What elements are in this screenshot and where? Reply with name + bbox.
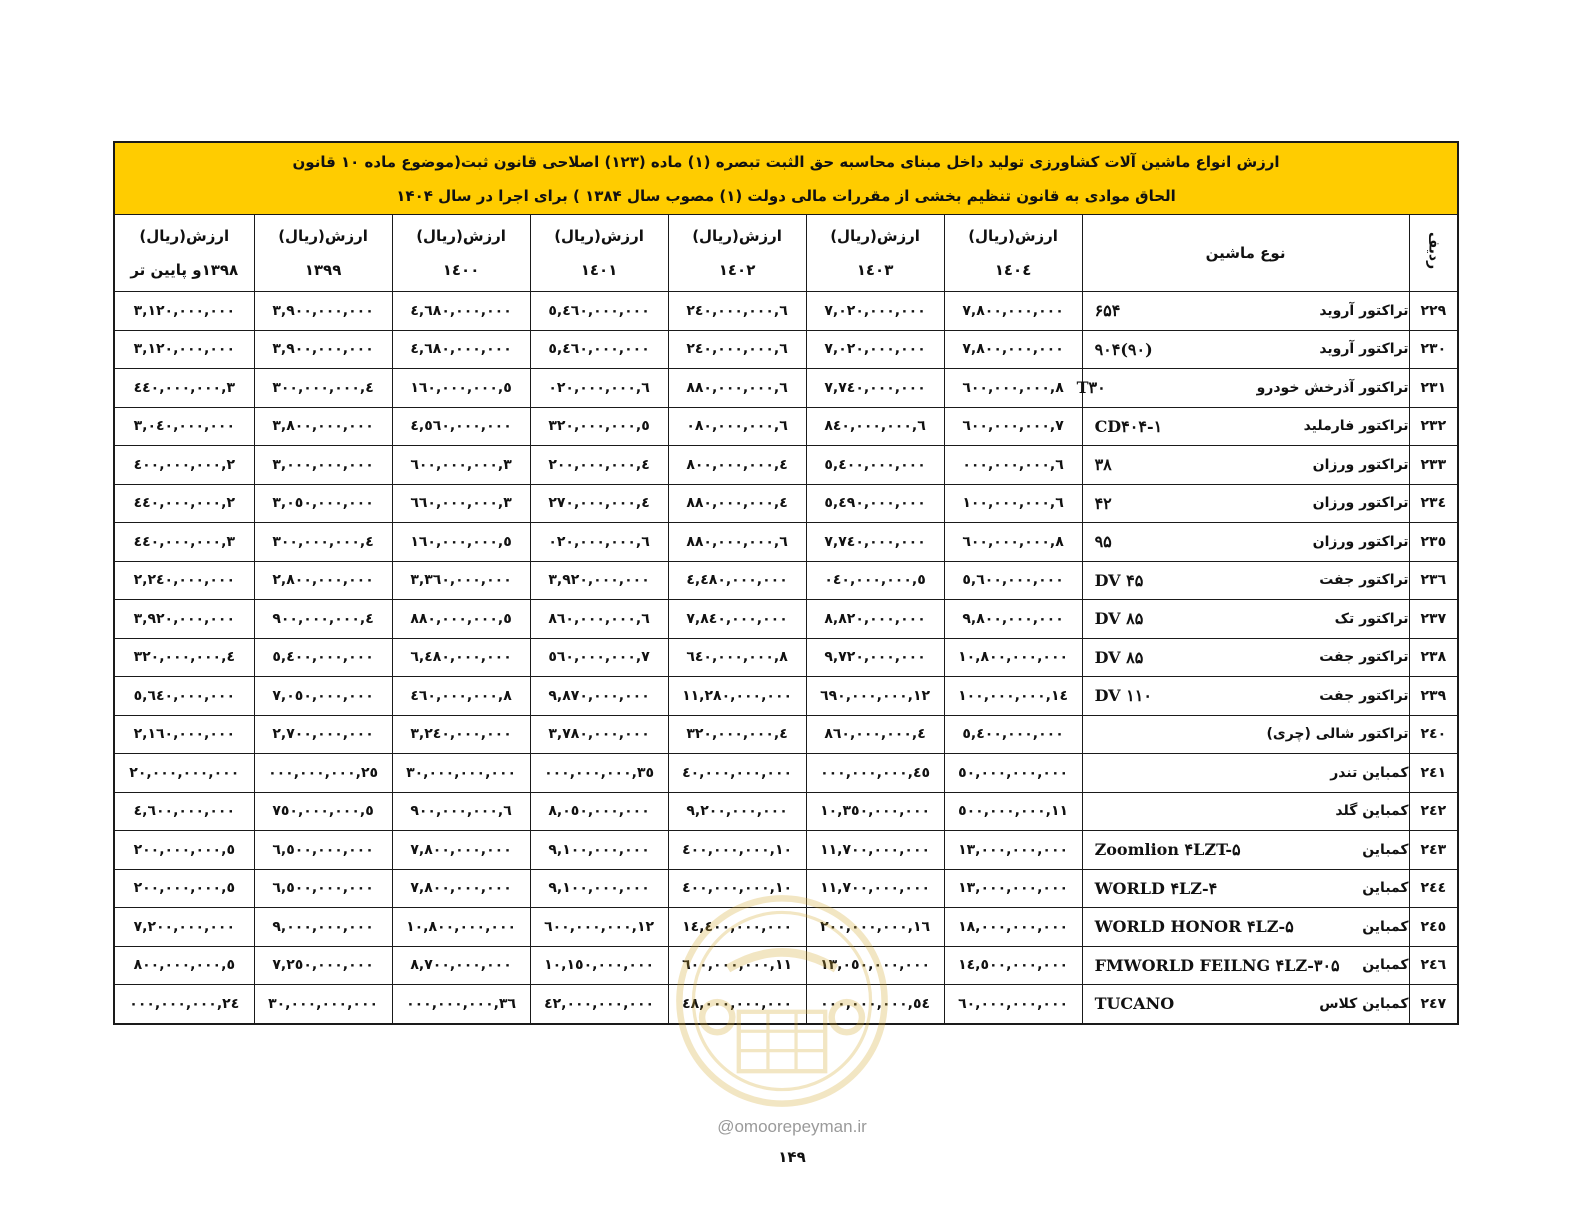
value-cell: ۹,۱۰۰,۰۰۰,۰۰۰ (530, 869, 668, 908)
value-cell: ٤,۹۰۰,۰۰۰,۰۰۰ (254, 600, 392, 639)
value-cell: ٦,۲٤۰,۰۰۰,۰۰۰ (668, 292, 806, 331)
machine-model: FMWORLD FEILNG ۴LZ-۳۰۵ (1094, 955, 1340, 975)
header-year: ۱٤۰۱ (580, 261, 618, 279)
value-cell: ۲,۷۰۰,۰۰۰,۰۰۰ (254, 715, 392, 754)
machine-name-wrap (1083, 494, 1409, 513)
value-cell: ۱٦,۲۰۰,۰۰۰,۰۰۰ (806, 908, 944, 947)
value-cell: ٥,٤۰۰,۰۰۰,۰۰۰ (254, 638, 392, 677)
value-cell: ۷,۰۲۰,۰۰۰,۰۰۰ (806, 292, 944, 331)
machine-name-wrap (1083, 803, 1409, 819)
machine-type: تراکتور فارملید (1303, 418, 1409, 435)
value-cell: ۱۰,۸۰۰,۰۰۰,۰۰۰ (944, 638, 1082, 677)
table-row (114, 985, 1458, 1024)
value-cell: ٥٤,۰۰۰,۰۰۰,۰۰۰ (806, 985, 944, 1024)
row-number: ۲٤۱ (1409, 754, 1458, 793)
machine-type: کمباین (1362, 957, 1409, 974)
value-cell: ۳,۰۰۰,۰۰۰,۰۰۰ (254, 446, 392, 485)
value-cell: ۱۱,۲۸۰,۰۰۰,۰۰۰ (668, 677, 806, 716)
machine-name-cell (1082, 677, 1409, 716)
table-row (114, 330, 1458, 369)
value-cell: ٦,۸٤۰,۰۰۰,۰۰۰ (806, 407, 944, 446)
value-cell: ۸,٦۰۰,۰۰۰,۰۰۰ (944, 369, 1082, 408)
value-cell: ٤۲,۰۰۰,۰۰۰,۰۰۰ (530, 985, 668, 1024)
machine-name-cell (1082, 484, 1409, 523)
value-cell: ۳,۰٤۰,۰۰۰,۰۰۰ (114, 407, 254, 446)
table-row (114, 523, 1458, 562)
machine-type: تراکتور جفت (1319, 649, 1409, 666)
header-machine-type: نوع ماشین (1082, 215, 1409, 292)
value-cell: ۷,۸۰۰,۰۰۰,۰۰۰ (392, 831, 530, 870)
value-cell: ٤,٦۸۰,۰۰۰,۰۰۰ (392, 292, 530, 331)
machine-type: کمباین تندر (1330, 764, 1409, 781)
machine-name-cell (1082, 715, 1409, 754)
watermark-site-text: @omoorepeyman.ir (717, 1117, 867, 1136)
table-row (114, 484, 1458, 523)
value-cell: ۹,۲۰۰,۰۰۰,۰۰۰ (668, 792, 806, 831)
value-cell: ٤,٤۸۰,۰۰۰,۰۰۰ (668, 561, 806, 600)
value-cell: ٦,۸۸۰,۰۰۰,۰۰۰ (668, 523, 806, 562)
value-cell: ٥,۳۲۰,۰۰۰,۰۰۰ (530, 407, 668, 446)
row-number: ۲۳۹ (1409, 677, 1458, 716)
value-cell: ٥,٤۹۰,۰۰۰,۰۰۰ (806, 484, 944, 523)
machine-name-cell (1082, 561, 1409, 600)
value-cell: ٤,۳۰۰,۰۰۰,۰۰۰ (254, 523, 392, 562)
machine-name-wrap (1083, 571, 1409, 590)
table-row (114, 831, 1458, 870)
table-row (114, 561, 1458, 600)
row-number: ۲۳۸ (1409, 638, 1458, 677)
value-cell: ٥,٦٤۰,۰۰۰,۰۰۰ (114, 677, 254, 716)
value-cell: ۳۰,۰۰۰,۰۰۰,۰۰۰ (254, 985, 392, 1024)
value-cell: ۸,۰٥۰,۰۰۰,۰۰۰ (530, 792, 668, 831)
value-cell: ٤۰,۰۰۰,۰۰۰,۰۰۰ (668, 754, 806, 793)
header-rownum (1409, 215, 1458, 292)
machine-model: ۹۰۴(۹۰) (1094, 339, 1153, 359)
value-cell: ٥,۰٤۰,۰۰۰,۰۰۰ (806, 561, 944, 600)
value-cell: ۸,۷۰۰,۰۰۰,۰۰۰ (392, 946, 530, 985)
header-row (114, 215, 1458, 292)
header-value-1403 (806, 215, 944, 292)
value-cell: ٤,۳۲۰,۰۰۰,۰۰۰ (114, 638, 254, 677)
machine-type: تراکتور جفت (1319, 572, 1409, 589)
header-year: ۱٤۰۰ (442, 261, 480, 279)
value-cell: ۷,۸۰۰,۰۰۰,۰۰۰ (944, 292, 1082, 331)
row-number: ۲۳٤ (1409, 484, 1458, 523)
table-row (114, 754, 1458, 793)
value-cell: ٦۰,۰۰۰,۰۰۰,۰۰۰ (944, 985, 1082, 1024)
value-cell: ٥,۷٥۰,۰۰۰,۰۰۰ (254, 792, 392, 831)
machine-type: کمباین (1362, 918, 1409, 935)
value-cell: ۲,۱٦۰,۰۰۰,۰۰۰ (114, 715, 254, 754)
value-cell: ۷,۸۰۰,۰۰۰,۰۰۰ (392, 869, 530, 908)
machine-name-cell (1082, 330, 1409, 369)
machine-model: Zoomlion ۴LZT-۵ (1094, 840, 1241, 860)
machine-name-cell (1082, 869, 1409, 908)
machine-model: DV ۴۵ (1094, 570, 1144, 590)
header-value-label: ارزش(ریال) (554, 227, 644, 245)
value-cell: ۹,۰۰۰,۰۰۰,۰۰۰ (254, 908, 392, 947)
table-row (114, 446, 1458, 485)
value-cell: ٦,٤۸۰,۰۰۰,۰۰۰ (392, 638, 530, 677)
header-year: ۱٤۰٤ (994, 261, 1032, 279)
machine-model: ۴۲ (1094, 493, 1112, 513)
machine-name-wrap (1083, 532, 1409, 551)
machine-type: تراکتور آروید (1319, 302, 1409, 319)
value-cell: ۱۱,٥۰۰,۰۰۰,۰۰۰ (944, 792, 1082, 831)
machine-name-wrap (1083, 301, 1409, 320)
value-cell: ٥,۸۸۰,۰۰۰,۰۰۰ (392, 600, 530, 639)
value-cell: ٦,۰۲۰,۰۰۰,۰۰۰ (530, 369, 668, 408)
value-cell: ۲,٤۰۰,۰۰۰,۰۰۰ (114, 446, 254, 485)
value-cell: ۱۰,۳٥۰,۰۰۰,۰۰۰ (806, 792, 944, 831)
value-cell: ٥,۲۰۰,۰۰۰,۰۰۰ (114, 869, 254, 908)
title-line-2: الحاق موادی به قانون تنظیم بخشی از مقررات مالی دولت (۱) مصوب سال ۱۳۸۴ ) برای اجرا در سال ۱۴۰۴ (396, 186, 1176, 205)
header-value-1399 (254, 215, 392, 292)
header-value-1400 (392, 215, 530, 292)
value-cell: ۷,٥٦۰,۰۰۰,۰۰۰ (530, 638, 668, 677)
machine-name-cell (1082, 754, 1409, 793)
table-row (114, 677, 1458, 716)
machine-type: تراکتور جفت (1319, 687, 1409, 704)
machine-name-cell (1082, 523, 1409, 562)
value-cell: ٦,۱۰۰,۰۰۰,۰۰۰ (944, 484, 1082, 523)
header-rownum-label: ردیف (1425, 232, 1442, 270)
value-cell: ٤,٦۰۰,۰۰۰,۰۰۰ (114, 792, 254, 831)
value-cell: ٤,۸٦۰,۰۰۰,۰۰۰ (806, 715, 944, 754)
machine-name-wrap (1083, 917, 1409, 936)
value-cell: ۳,۲٤۰,۰۰۰,۰۰۰ (392, 715, 530, 754)
table-row (114, 908, 1458, 947)
value-cell: ۱٤,۱۰۰,۰۰۰,۰۰۰ (944, 677, 1082, 716)
machine-name-wrap (1076, 378, 1409, 398)
value-cell: ٤۸,۰۰۰,۰۰۰,۰۰۰ (668, 985, 806, 1024)
value-cell: ۷,۷٤۰,۰۰۰,۰۰۰ (806, 369, 944, 408)
machine-model: ۹۵ (1094, 532, 1112, 552)
row-number: ۲۳۱ (1409, 369, 1458, 408)
value-cell: ۹,۷۲۰,۰۰۰,۰۰۰ (806, 638, 944, 677)
table-row (114, 638, 1458, 677)
row-number: ۲٤۷ (1409, 985, 1458, 1024)
machinery-value-table (113, 141, 1459, 1025)
machine-type: تراکتور ورزان (1312, 533, 1409, 550)
table-row (114, 600, 1458, 639)
value-cell: ٥,۲۰۰,۰۰۰,۰۰۰ (114, 831, 254, 870)
machine-model: WORLD HONOR ۴LZ-۵ (1094, 917, 1294, 937)
value-cell: ٥,۱٦۰,۰۰۰,۰۰۰ (392, 369, 530, 408)
header-year: ۱٤۰۲ (718, 261, 756, 279)
value-cell: ۲۰,۰۰۰,۰۰۰,۰۰۰ (114, 754, 254, 793)
value-cell: ۲,٤٤۰,۰۰۰,۰۰۰ (114, 484, 254, 523)
machine-name-cell (1082, 792, 1409, 831)
value-cell: ۳,٤٤۰,۰۰۰,۰۰۰ (114, 523, 254, 562)
machine-name-cell (1082, 600, 1409, 639)
value-cell: ۳,۹۰۰,۰۰۰,۰۰۰ (254, 330, 392, 369)
machine-model: ۶۵۴ (1094, 301, 1121, 321)
value-cell: ٥,٤۰۰,۰۰۰,۰۰۰ (806, 446, 944, 485)
value-cell: ۸,٦۰۰,۰۰۰,۰۰۰ (944, 523, 1082, 562)
value-cell: ٤,۸۸۰,۰۰۰,۰۰۰ (668, 484, 806, 523)
machine-name-wrap (1083, 994, 1409, 1013)
row-number: ۲۳٥ (1409, 523, 1458, 562)
row-number: ۲۲۹ (1409, 292, 1458, 331)
value-cell: ۱۳,۰٥۰,۰۰۰,۰۰۰ (806, 946, 944, 985)
value-cell: ۹,۸۷۰,۰۰۰,۰۰۰ (530, 677, 668, 716)
machine-name-wrap (1083, 686, 1409, 705)
value-cell: ٤,٥٦۰,۰۰۰,۰۰۰ (392, 407, 530, 446)
value-cell: ٦,٥۰۰,۰۰۰,۰۰۰ (254, 869, 392, 908)
value-cell: ٤,۲۰۰,۰۰۰,۰۰۰ (530, 446, 668, 485)
value-cell: ٤,۲۷۰,۰۰۰,۰۰۰ (530, 484, 668, 523)
row-number: ۲۳٦ (1409, 561, 1458, 600)
row-number: ۲٤٦ (1409, 946, 1458, 985)
machine-type: کمباین (1362, 841, 1409, 858)
machine-type: تراکتور آذرخش خودرو (1256, 379, 1409, 396)
machine-name-cell (1082, 292, 1409, 331)
value-cell: ٥,٤٦۰,۰۰۰,۰۰۰ (530, 330, 668, 369)
machine-name-wrap (1083, 455, 1409, 474)
machine-type: تراکتور ورزان (1312, 495, 1409, 512)
value-cell: ٦,٥۰۰,۰۰۰,۰۰۰ (254, 831, 392, 870)
machine-name-wrap (1083, 417, 1409, 436)
value-cell: ٦,۲٤۰,۰۰۰,۰۰۰ (668, 330, 806, 369)
value-cell: ۳,٦٦۰,۰۰۰,۰۰۰ (392, 484, 530, 523)
value-cell: ۳,۱۲۰,۰۰۰,۰۰۰ (114, 330, 254, 369)
header-value-1404 (944, 215, 1082, 292)
row-number: ۲۳۰ (1409, 330, 1458, 369)
value-cell: ۱۰,٤۰۰,۰۰۰,۰۰۰ (668, 869, 806, 908)
value-cell: ۷,٦۰۰,۰۰۰,۰۰۰ (944, 407, 1082, 446)
value-cell: ۳,۸۰۰,۰۰۰,۰۰۰ (254, 407, 392, 446)
header-year: ۱۳۹۹ (304, 261, 342, 279)
value-cell: ٦,۸۸۰,۰۰۰,۰۰۰ (668, 369, 806, 408)
row-number: ۲۳۲ (1409, 407, 1458, 446)
value-cell: ۹,۸۰۰,۰۰۰,۰۰۰ (944, 600, 1082, 639)
value-cell: ۳,۹۲۰,۰۰۰,۰۰۰ (530, 561, 668, 600)
row-number: ۲۳۳ (1409, 446, 1458, 485)
value-cell: ۱۱,٦۰۰,۰۰۰,۰۰۰ (668, 946, 806, 985)
value-cell: ۱٤,٤۰۰,۰۰۰,۰۰۰ (668, 908, 806, 947)
machine-type: تراکتور ورزان (1312, 456, 1409, 473)
table-row (114, 715, 1458, 754)
header-year: ۱٤۰۳ (856, 261, 894, 279)
value-cell: ۳٥,۰۰۰,۰۰۰,۰۰۰ (530, 754, 668, 793)
value-cell: ٦,۹۰۰,۰۰۰,۰۰۰ (392, 792, 530, 831)
row-number: ۲۳۷ (1409, 600, 1458, 639)
value-cell: ۳,٤٤۰,۰۰۰,۰۰۰ (114, 369, 254, 408)
machine-name-cell (1082, 407, 1409, 446)
value-cell: ٤٥,۰۰۰,۰۰۰,۰۰۰ (806, 754, 944, 793)
value-cell: ۲,۸۰۰,۰۰۰,۰۰۰ (254, 561, 392, 600)
machine-model: TUCANO (1094, 994, 1175, 1014)
value-cell: ٥۰,۰۰۰,۰۰۰,۰۰۰ (944, 754, 1082, 793)
value-cell: ۲٥,۰۰۰,۰۰۰,۰۰۰ (254, 754, 392, 793)
header-year: ۱۳۹۸و پایین تر (130, 261, 239, 279)
value-cell: ۳,۹۲۰,۰۰۰,۰۰۰ (114, 600, 254, 639)
machine-name-cell (1082, 985, 1409, 1024)
machine-name-cell (1082, 446, 1409, 485)
header-value-label: ارزش(ریال) (830, 227, 920, 245)
machine-type: تراکتور آروید (1319, 341, 1409, 358)
machine-name-wrap (1083, 956, 1409, 975)
machine-model: T۳۰ (1076, 378, 1106, 398)
value-cell: ٤,۸۰۰,۰۰۰,۰۰۰ (668, 446, 806, 485)
table-row (114, 869, 1458, 908)
value-cell: ۸,٤٦۰,۰۰۰,۰۰۰ (392, 677, 530, 716)
value-cell: ۳,۱۲۰,۰۰۰,۰۰۰ (114, 292, 254, 331)
value-cell: ٤,۳۲۰,۰۰۰,۰۰۰ (668, 715, 806, 754)
machine-name-cell (1082, 831, 1409, 870)
row-number: ۲٤٥ (1409, 908, 1458, 947)
value-cell: ۱٤,٥۰۰,۰۰۰,۰۰۰ (944, 946, 1082, 985)
value-cell: ۲٤,۰۰۰,۰۰۰,۰۰۰ (114, 985, 254, 1024)
value-cell: ٥,٦۰۰,۰۰۰,۰۰۰ (944, 561, 1082, 600)
value-cell: ٤,٦۸۰,۰۰۰,۰۰۰ (392, 330, 530, 369)
value-cell: ٥,۱٦۰,۰۰۰,۰۰۰ (392, 523, 530, 562)
machine-type: تراکتور شالی (چری) (1266, 726, 1409, 743)
value-cell: ۷,۲۰۰,۰۰۰,۰۰۰ (114, 908, 254, 947)
machine-name-wrap (1083, 609, 1409, 628)
table-row (114, 946, 1458, 985)
table-row (114, 792, 1458, 831)
value-cell: ۳۰,۰۰۰,۰۰۰,۰۰۰ (392, 754, 530, 793)
page-number: ۱۴۹ (778, 1148, 806, 1166)
machine-name-wrap (1083, 726, 1409, 742)
value-cell: ۳,۹۰۰,۰۰۰,۰۰۰ (254, 292, 392, 331)
value-cell: ٦,۸٦۰,۰۰۰,۰۰۰ (530, 600, 668, 639)
value-cell: ۷,۷٤۰,۰۰۰,۰۰۰ (806, 523, 944, 562)
row-number: ۲٤۰ (1409, 715, 1458, 754)
table-title (114, 142, 1458, 215)
table-row (114, 292, 1458, 331)
title-line-1: ارزش انواع ماشین آلات کشاورزی تولید داخل مبنای محاسبه حق الثبت تبصره (۱) ماده (۱۲۳) اصلاحی قانون ثبت(موضوع ماده ۱۰ قانون (292, 152, 1280, 171)
value-cell: ٥,۸۰۰,۰۰۰,۰۰۰ (114, 946, 254, 985)
value-cell: ٤,۳۰۰,۰۰۰,۰۰۰ (254, 369, 392, 408)
machine-name-cell (1076, 369, 1409, 408)
machine-name-wrap (1083, 840, 1409, 859)
row-number: ۲٤٤ (1409, 869, 1458, 908)
value-cell: ۳,۷۸۰,۰۰۰,۰۰۰ (530, 715, 668, 754)
header-value-label: ارزش(ریال) (968, 227, 1058, 245)
value-cell: ۱۰,۸۰۰,۰۰۰,۰۰۰ (392, 908, 530, 947)
value-cell: ۷,۰٥۰,۰۰۰,۰۰۰ (254, 677, 392, 716)
table-row (114, 369, 1458, 408)
machine-model: ۳۸ (1094, 455, 1112, 475)
machine-model: DV ۸۵ (1094, 609, 1144, 629)
value-cell: ٦,۰۲۰,۰۰۰,۰۰۰ (530, 523, 668, 562)
value-cell: ۷,۰۲۰,۰۰۰,۰۰۰ (806, 330, 944, 369)
machine-model: CD۴۰۴-۱ (1094, 416, 1163, 436)
value-cell: ۱۲,٦۰۰,۰۰۰,۰۰۰ (530, 908, 668, 947)
header-value-1398-and-below (114, 215, 254, 292)
header-value-1402 (668, 215, 806, 292)
value-cell: ۱۲,٦۹۰,۰۰۰,۰۰۰ (806, 677, 944, 716)
machine-name-cell (1082, 638, 1409, 677)
value-cell: ٥,٤۰۰,۰۰۰,۰۰۰ (944, 715, 1082, 754)
value-cell: ٦,۰۰۰,۰۰۰,۰۰۰ (944, 446, 1082, 485)
machine-type: کمباین (1362, 880, 1409, 897)
header-value-1401 (530, 215, 668, 292)
value-cell: ۳٦,۰۰۰,۰۰۰,۰۰۰ (392, 985, 530, 1024)
value-cell: ۱۰,۱٥۰,۰۰۰,۰۰۰ (530, 946, 668, 985)
table-row (114, 407, 1458, 446)
value-cell: ۳,۳٦۰,۰۰۰,۰۰۰ (392, 561, 530, 600)
price-table-container (113, 141, 1457, 1025)
value-cell: ۱۳,۰۰۰,۰۰۰,۰۰۰ (944, 869, 1082, 908)
machine-name-cell (1082, 946, 1409, 985)
value-cell: ۷,۸۰۰,۰۰۰,۰۰۰ (944, 330, 1082, 369)
machine-model: WORLD ۴LZ-۴ (1094, 878, 1218, 898)
value-cell: ۸,٦٤۰,۰۰۰,۰۰۰ (668, 638, 806, 677)
value-cell: ۱۱,۷۰۰,۰۰۰,۰۰۰ (806, 831, 944, 870)
value-cell: ۲,۲٤۰,۰۰۰,۰۰۰ (114, 561, 254, 600)
value-cell: ۸,۸۲۰,۰۰۰,۰۰۰ (806, 600, 944, 639)
value-cell: ۱۳,۰۰۰,۰۰۰,۰۰۰ (944, 831, 1082, 870)
value-cell: ۱۱,۷۰۰,۰۰۰,۰۰۰ (806, 869, 944, 908)
header-value-label: ارزش(ریال) (278, 227, 368, 245)
row-number: ۲٤۲ (1409, 792, 1458, 831)
machine-model: DV ۸۵ (1094, 647, 1144, 667)
machine-name-wrap (1083, 765, 1409, 781)
value-cell: ۳,۰٥۰,۰۰۰,۰۰۰ (254, 484, 392, 523)
header-value-label: ارزش(ریال) (416, 227, 506, 245)
value-cell: ۱۸,۰۰۰,۰۰۰,۰۰۰ (944, 908, 1082, 947)
machine-name-cell (1082, 908, 1409, 947)
value-cell: ۳,٦۰۰,۰۰۰,۰۰۰ (392, 446, 530, 485)
value-cell: ۹,۱۰۰,۰۰۰,۰۰۰ (530, 831, 668, 870)
value-cell: ۷,۲٥۰,۰۰۰,۰۰۰ (254, 946, 392, 985)
machine-name-wrap (1083, 340, 1409, 359)
value-cell: ٥,٤٦۰,۰۰۰,۰۰۰ (530, 292, 668, 331)
machine-type: تراکتور تک (1334, 610, 1409, 627)
header-value-label: ارزش(ریال) (692, 227, 782, 245)
value-cell: ٦,۰۸۰,۰۰۰,۰۰۰ (668, 407, 806, 446)
machine-type: کمباین گلد (1335, 803, 1409, 820)
value-cell: ۷,۸٤۰,۰۰۰,۰۰۰ (668, 600, 806, 639)
machine-model: DV ۱۱۰ (1094, 686, 1152, 706)
row-number: ۲٤۳ (1409, 831, 1458, 870)
machine-name-wrap (1083, 879, 1409, 898)
value-cell: ۱۰,٤۰۰,۰۰۰,۰۰۰ (668, 831, 806, 870)
header-value-label: ارزش(ریال) (139, 227, 230, 245)
machine-name-wrap (1083, 648, 1409, 667)
machine-type: کمباین کلاس (1319, 995, 1409, 1012)
